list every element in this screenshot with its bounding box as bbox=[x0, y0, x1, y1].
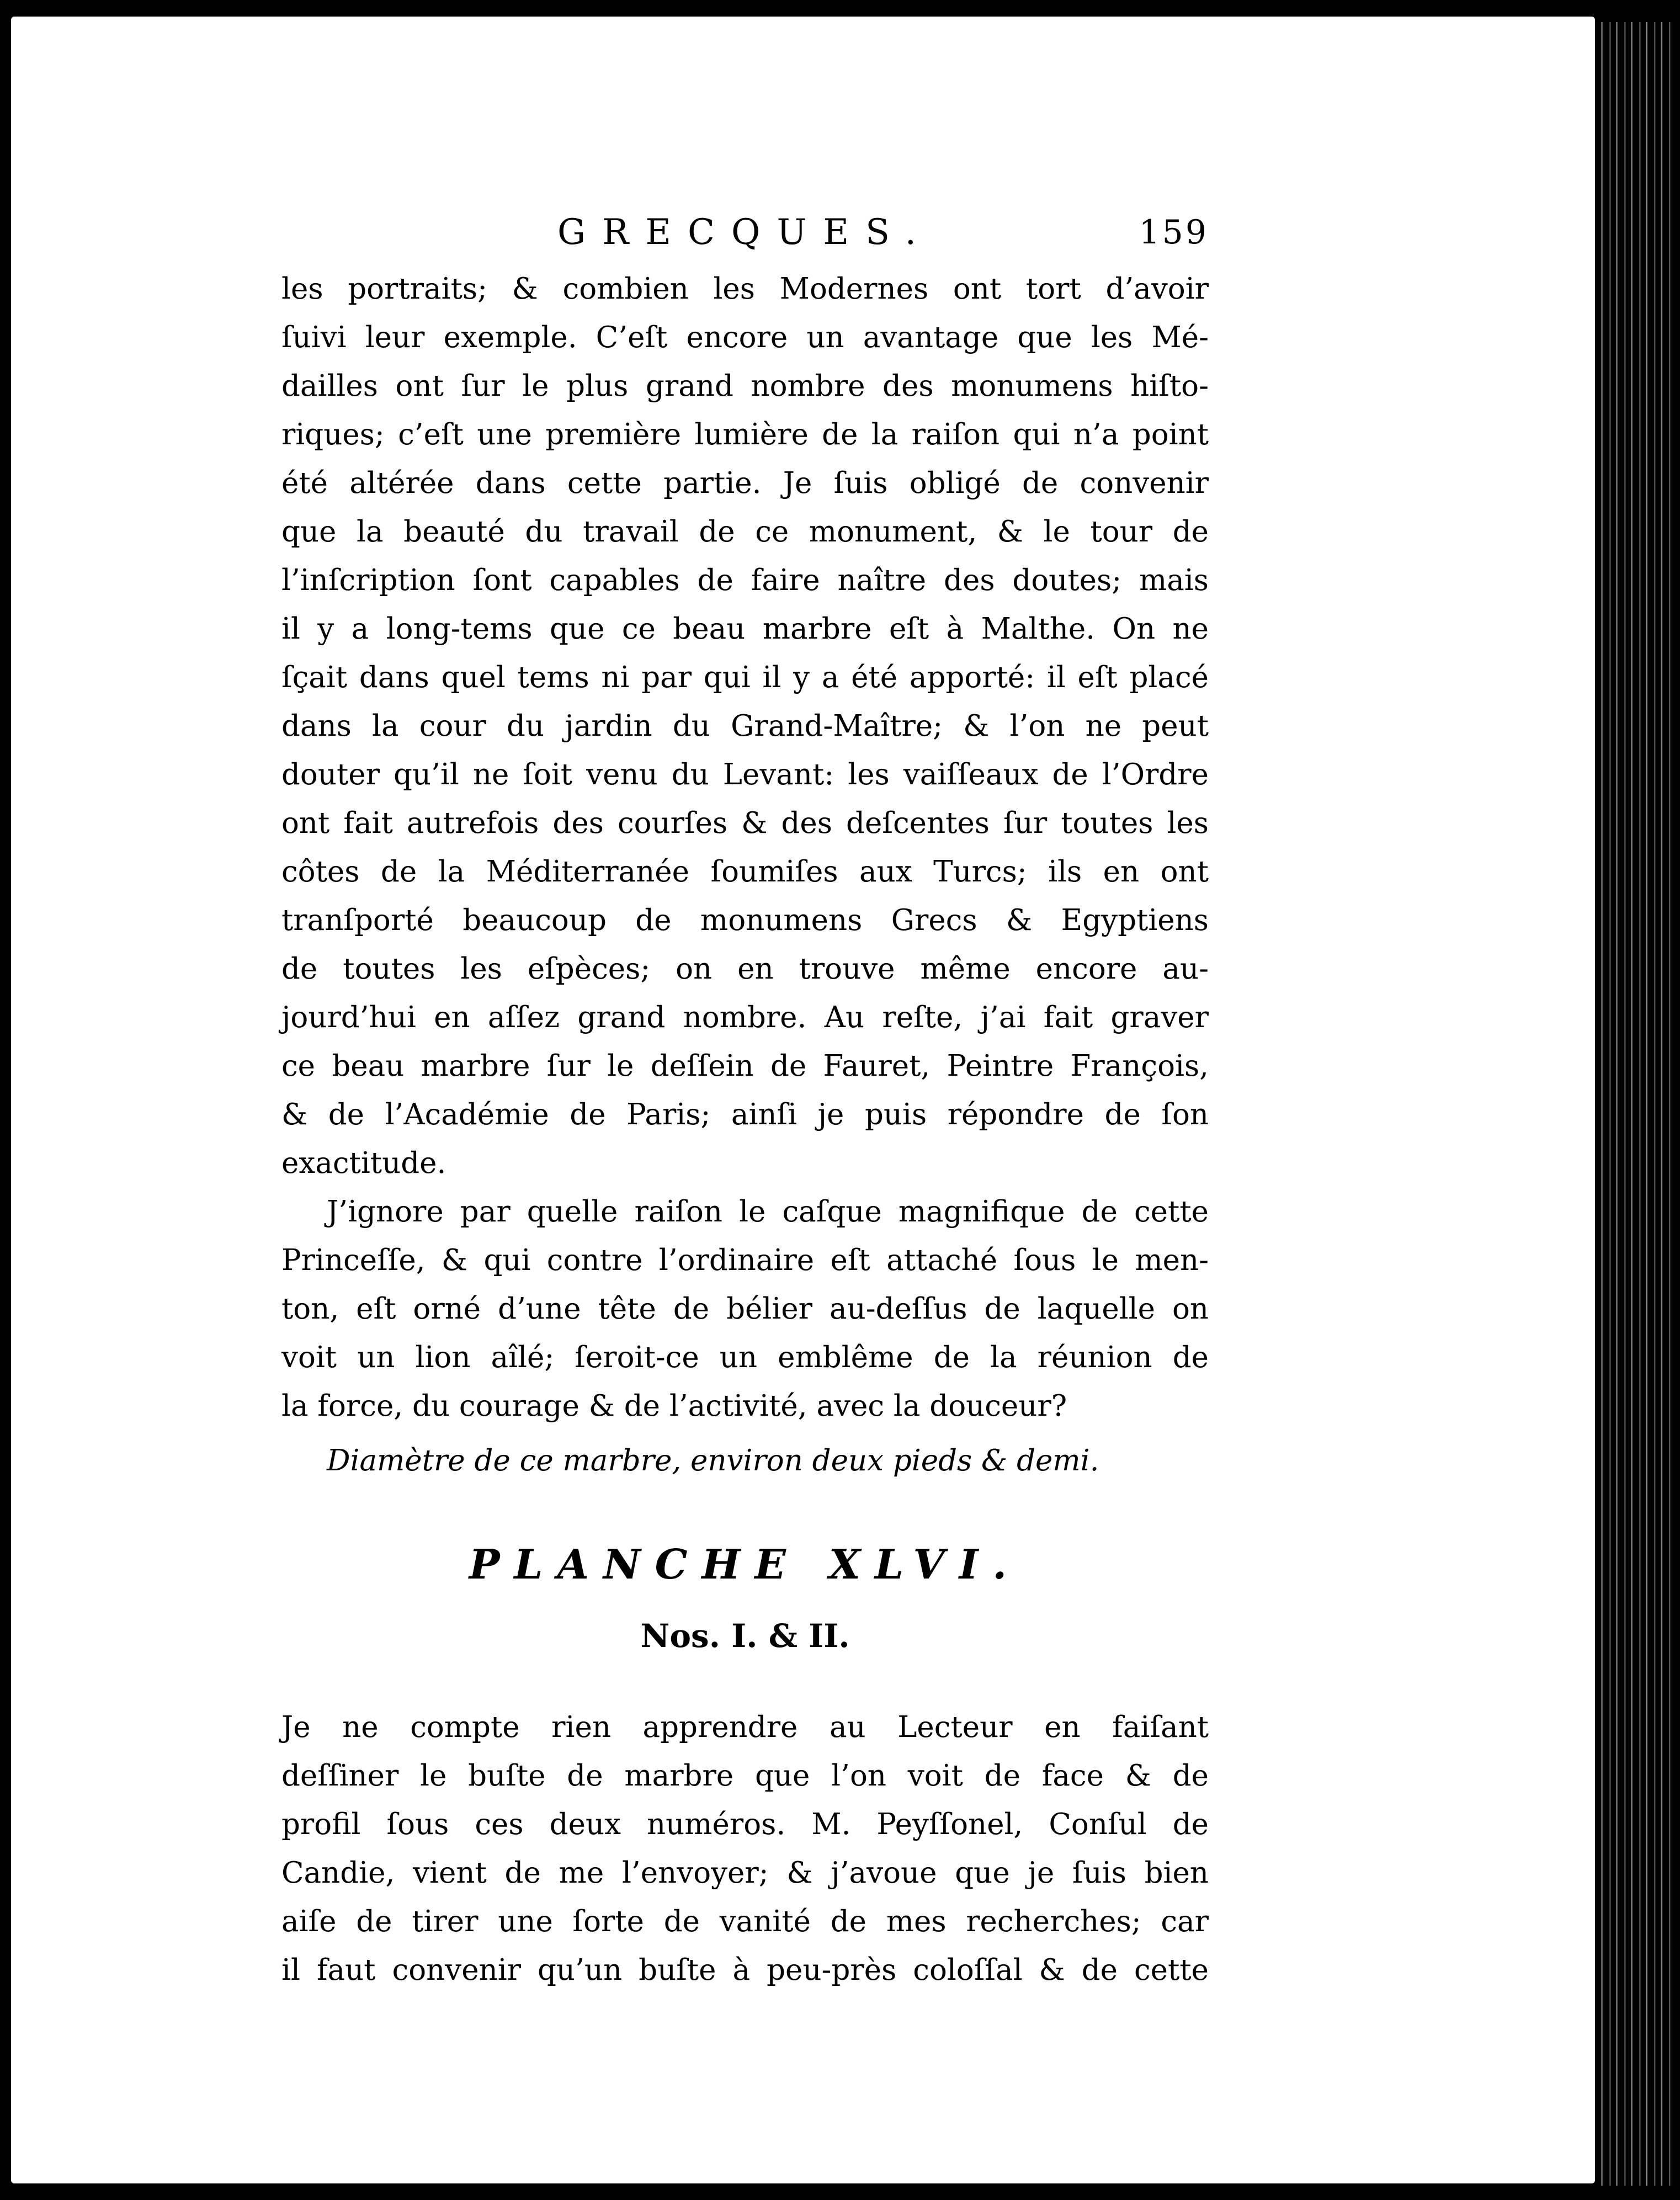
text-line: Je ne compte rien apprendre au Lecteur en faiſant bbox=[281, 1710, 1209, 1744]
page-number: 159 bbox=[1139, 213, 1209, 252]
text-line: riques; c’eſt une première lumière de la raiſon qui n’a point bbox=[281, 418, 1209, 451]
text-line: la force, du courage & de l’activité, avec la douceur? bbox=[281, 1389, 1067, 1423]
text-line: il faut convenir qu’un buſte à peu-près coloſſal & de cette bbox=[281, 1953, 1209, 1987]
plate-heading: PLANCHE XLVI. bbox=[469, 1541, 1022, 1588]
numbers-heading: Nos. I. & II. bbox=[640, 1617, 850, 1655]
text-line: dailles ont ſur le plus grand nombre des monumens hiſto- bbox=[281, 369, 1209, 403]
dimension-caption: Diamètre de ce marbre, environ deux pieds & demi. bbox=[327, 1444, 1099, 1478]
book-page bbox=[11, 17, 1595, 2183]
paragraph-2 bbox=[281, 1188, 1209, 1431]
text-block bbox=[281, 204, 1209, 1995]
text-line: J’ignore par quelle raiſon le caſque magnifique de cette bbox=[327, 1195, 1209, 1229]
paragraph-3 bbox=[281, 1703, 1209, 1995]
text-line: exactitude. bbox=[281, 1146, 446, 1180]
text-line: Princeſſe, & qui contre l’ordinaire eſt attaché ſous le men- bbox=[281, 1244, 1209, 1277]
text-line: ton, eſt orné d’une tête de bélier au-deſſus de laquelle on bbox=[281, 1292, 1209, 1326]
text-line: l’inſcription ſont capables de faire naître des doutes; mais bbox=[281, 564, 1209, 597]
text-line: douter qu’il ne ſoit venu du Levant: les vaiſſeaux de l’Ordre bbox=[281, 758, 1209, 791]
paragraph-1 bbox=[281, 265, 1209, 1188]
text-line: ſçait dans quel tems ni par qui il y a été apporté: il eſt placé bbox=[281, 661, 1209, 694]
adjacent-page-edge bbox=[1596, 22, 1673, 2186]
text-line: & de l’Académie de Paris; ainſi je puis répondre de ſon bbox=[281, 1098, 1209, 1131]
text-line: les portraits; & combien les Modernes ont tort d’avoir bbox=[281, 272, 1209, 306]
text-line: il y a long-tems que ce beau marbre eſt à Malthe. On ne bbox=[281, 612, 1209, 646]
text-line: profil ſous ces deux numéros. M. Peyſſonel, Conſul de bbox=[281, 1808, 1209, 1841]
text-line: jourd’hui en aſſez grand nombre. Au reſte, j’ai fait graver bbox=[281, 1001, 1209, 1034]
text-line: dans la cour du jardin du Grand-Maître; & l’on ne peut bbox=[281, 709, 1209, 743]
text-line: Candie, vient de me l’envoyer; & j’avoue que je ſuis bien bbox=[281, 1856, 1209, 1890]
text-line: de toutes les eſpèces; on en trouve même encore au- bbox=[281, 952, 1209, 986]
text-line: deſſiner le buſte de marbre que l’on voit de face & de bbox=[281, 1759, 1209, 1793]
text-line: ſuivi leur exemple. C’eſt encore un avantage que les Mé- bbox=[281, 321, 1209, 354]
text-line: voit un lion aîlé; ſeroit-ce un emblême de la réunion de bbox=[281, 1341, 1209, 1374]
text-line: été altérée dans cette partie. Je ſuis obligé de convenir bbox=[281, 466, 1209, 500]
text-line: ce beau marbre ſur le deſſein de Fauret, Peintre François, bbox=[281, 1049, 1209, 1083]
text-line: tranſporté beaucoup de monumens Grecs & Egyptiens bbox=[281, 904, 1209, 937]
text-line: que la beauté du travail de ce monument, & le tour de bbox=[281, 515, 1209, 549]
running-title: GRECQUES. bbox=[557, 212, 933, 253]
text-line: ont fait autrefois des courſes & des deſcentes ſur toutes les bbox=[281, 806, 1209, 840]
text-line: côtes de la Méditerranée ſoumiſes aux Turcs; ils en ont bbox=[281, 855, 1209, 889]
running-head bbox=[281, 204, 1209, 265]
text-line: aiſe de tirer une ſorte de vanité de mes recherches; car bbox=[281, 1905, 1209, 1938]
